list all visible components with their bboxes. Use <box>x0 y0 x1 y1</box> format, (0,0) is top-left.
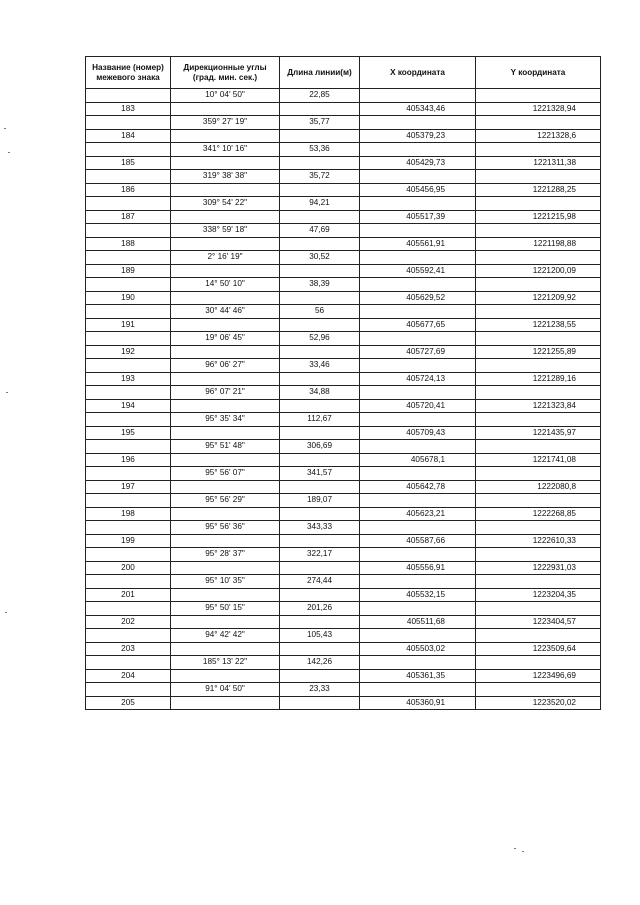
table-row <box>86 156 601 170</box>
cell-x-coordinate <box>360 521 476 535</box>
table-row <box>86 656 601 670</box>
cell-mark-name <box>86 548 171 562</box>
table-row <box>86 197 601 211</box>
cell-y-coordinate <box>476 683 601 697</box>
cell-y-coordinate: 1221198,88 <box>476 237 601 251</box>
table-row <box>86 629 601 643</box>
cell-x-coordinate <box>360 359 476 373</box>
cell-direction-angle <box>171 642 280 656</box>
cell-y-coordinate <box>476 116 601 130</box>
cell-mark-name <box>86 359 171 373</box>
header-y-coordinate: Y координата <box>476 57 601 89</box>
table-row <box>86 426 601 440</box>
cell-line-length: 105,43 <box>280 629 360 643</box>
cell-mark-name: 184 <box>86 129 171 143</box>
table-row <box>86 116 601 130</box>
cell-direction-angle: 91° 04' 50" <box>171 683 280 697</box>
cell-x-coordinate <box>360 386 476 400</box>
table-row <box>86 521 601 535</box>
cell-x-coordinate <box>360 116 476 130</box>
scan-speck <box>5 612 7 613</box>
cell-direction-angle <box>171 237 280 251</box>
cell-mark-name <box>86 494 171 508</box>
cell-y-coordinate: 1222610,33 <box>476 534 601 548</box>
cell-x-coordinate: 405592,41 <box>360 264 476 278</box>
cell-direction-angle <box>171 669 280 683</box>
cell-direction-angle <box>171 588 280 602</box>
cell-mark-name <box>86 521 171 535</box>
table-header <box>86 57 601 89</box>
cell-x-coordinate <box>360 494 476 508</box>
cell-line-length: 142,26 <box>280 656 360 670</box>
cell-mark-name <box>86 197 171 211</box>
boundary-marks-table <box>85 56 601 710</box>
cell-y-coordinate <box>476 170 601 184</box>
cell-mark-name <box>86 602 171 616</box>
cell-direction-angle <box>171 534 280 548</box>
cell-line-length: 22,85 <box>280 89 360 103</box>
cell-line-length <box>280 291 360 305</box>
cell-y-coordinate: 1223204,35 <box>476 588 601 602</box>
cell-line-length <box>280 102 360 116</box>
cell-mark-name <box>86 224 171 238</box>
cell-x-coordinate <box>360 602 476 616</box>
cell-y-coordinate <box>476 143 601 157</box>
cell-mark-name: 193 <box>86 372 171 386</box>
cell-x-coordinate: 405587,66 <box>360 534 476 548</box>
table-row <box>86 210 601 224</box>
cell-x-coordinate <box>360 548 476 562</box>
cell-direction-angle <box>171 507 280 521</box>
table-row <box>86 602 601 616</box>
table-row <box>86 359 601 373</box>
cell-x-coordinate: 405361,35 <box>360 669 476 683</box>
cell-direction-angle <box>171 615 280 629</box>
cell-direction-angle: 2° 16' 19" <box>171 251 280 265</box>
header-mark-name: Название (номер) межевого знака <box>86 57 171 89</box>
cell-line-length <box>280 507 360 521</box>
header-direction-angle: Дирекционные углы (град. мин. сек.) <box>171 57 280 89</box>
cell-mark-name: 196 <box>86 453 171 467</box>
table-row <box>86 345 601 359</box>
cell-x-coordinate <box>360 575 476 589</box>
cell-direction-angle: 30° 44' 46" <box>171 305 280 319</box>
cell-x-coordinate: 405379,23 <box>360 129 476 143</box>
cell-direction-angle <box>171 561 280 575</box>
cell-y-coordinate <box>476 224 601 238</box>
cell-direction-angle: 341° 10' 16" <box>171 143 280 157</box>
cell-y-coordinate <box>476 467 601 481</box>
cell-y-coordinate <box>476 413 601 427</box>
cell-x-coordinate: 405511,68 <box>360 615 476 629</box>
cell-mark-name <box>86 656 171 670</box>
cell-line-length: 52,96 <box>280 332 360 346</box>
cell-x-coordinate <box>360 629 476 643</box>
cell-mark-name: 189 <box>86 264 171 278</box>
cell-line-length: 23,33 <box>280 683 360 697</box>
cell-y-coordinate <box>476 386 601 400</box>
cell-x-coordinate <box>360 332 476 346</box>
cell-line-length <box>280 561 360 575</box>
cell-line-length: 343,33 <box>280 521 360 535</box>
cell-mark-name: 190 <box>86 291 171 305</box>
cell-mark-name: 191 <box>86 318 171 332</box>
cell-mark-name <box>86 575 171 589</box>
cell-direction-angle: 319° 38' 38" <box>171 170 280 184</box>
cell-mark-name: 183 <box>86 102 171 116</box>
cell-mark-name: 187 <box>86 210 171 224</box>
cell-direction-angle <box>171 696 280 710</box>
cell-line-length <box>280 642 360 656</box>
cell-y-coordinate <box>476 602 601 616</box>
cell-x-coordinate <box>360 656 476 670</box>
header-x-coordinate: X координата <box>360 57 476 89</box>
scan-speck <box>8 152 10 153</box>
cell-x-coordinate <box>360 170 476 184</box>
cell-direction-angle: 96° 06' 27" <box>171 359 280 373</box>
table-row <box>86 102 601 116</box>
cell-y-coordinate: 1223509,64 <box>476 642 601 656</box>
cell-y-coordinate: 1221238,55 <box>476 318 601 332</box>
cell-line-length <box>280 669 360 683</box>
cell-line-length: 47,69 <box>280 224 360 238</box>
cell-x-coordinate <box>360 224 476 238</box>
cell-y-coordinate: 1222080,8 <box>476 480 601 494</box>
cell-line-length: 35,72 <box>280 170 360 184</box>
cell-direction-angle: 96° 07' 21" <box>171 386 280 400</box>
cell-x-coordinate <box>360 440 476 454</box>
cell-line-length: 189,07 <box>280 494 360 508</box>
cell-mark-name <box>86 332 171 346</box>
cell-line-length <box>280 453 360 467</box>
cell-mark-name <box>86 143 171 157</box>
table-row <box>86 89 601 103</box>
cell-line-length: 30,52 <box>280 251 360 265</box>
cell-line-length <box>280 615 360 629</box>
scan-speck <box>514 848 516 849</box>
cell-line-length: 341,57 <box>280 467 360 481</box>
cell-y-coordinate: 1221435,97 <box>476 426 601 440</box>
cell-y-coordinate <box>476 521 601 535</box>
cell-x-coordinate <box>360 467 476 481</box>
cell-y-coordinate <box>476 440 601 454</box>
cell-mark-name: 192 <box>86 345 171 359</box>
cell-mark-name: 186 <box>86 183 171 197</box>
cell-direction-angle: 95° 56' 07" <box>171 467 280 481</box>
cell-direction-angle <box>171 264 280 278</box>
cell-x-coordinate <box>360 305 476 319</box>
cell-y-coordinate <box>476 548 601 562</box>
cell-y-coordinate: 1221323,84 <box>476 399 601 413</box>
cell-mark-name <box>86 305 171 319</box>
cell-line-length <box>280 129 360 143</box>
cell-x-coordinate <box>360 89 476 103</box>
cell-x-coordinate: 405623,21 <box>360 507 476 521</box>
cell-y-coordinate: 1221328,94 <box>476 102 601 116</box>
cell-mark-name: 203 <box>86 642 171 656</box>
cell-line-length <box>280 264 360 278</box>
cell-line-length <box>280 210 360 224</box>
cell-x-coordinate: 405677,65 <box>360 318 476 332</box>
cell-line-length: 306,69 <box>280 440 360 454</box>
cell-mark-name: 205 <box>86 696 171 710</box>
table-row <box>86 494 601 508</box>
cell-line-length <box>280 480 360 494</box>
cell-mark-name: 185 <box>86 156 171 170</box>
cell-x-coordinate: 405503,02 <box>360 642 476 656</box>
cell-x-coordinate <box>360 143 476 157</box>
cell-line-length: 274,44 <box>280 575 360 589</box>
cell-line-length: 38,39 <box>280 278 360 292</box>
table-row <box>86 170 601 184</box>
cell-direction-angle: 185° 13' 22" <box>171 656 280 670</box>
cell-direction-angle <box>171 210 280 224</box>
cell-y-coordinate: 1223496,69 <box>476 669 601 683</box>
cell-y-coordinate <box>476 278 601 292</box>
cell-x-coordinate: 405517,39 <box>360 210 476 224</box>
cell-y-coordinate: 1221289,16 <box>476 372 601 386</box>
cell-y-coordinate <box>476 251 601 265</box>
cell-x-coordinate: 405360,91 <box>360 696 476 710</box>
table-row <box>86 413 601 427</box>
cell-direction-angle <box>171 183 280 197</box>
cell-mark-name: 204 <box>86 669 171 683</box>
table-row <box>86 534 601 548</box>
cell-x-coordinate <box>360 251 476 265</box>
cell-direction-angle <box>171 372 280 386</box>
table-row <box>86 561 601 575</box>
table-row <box>86 278 601 292</box>
cell-mark-name <box>86 440 171 454</box>
cell-line-length <box>280 696 360 710</box>
table-row <box>86 480 601 494</box>
cell-mark-name: 195 <box>86 426 171 440</box>
cell-x-coordinate: 405343,46 <box>360 102 476 116</box>
cell-line-length <box>280 399 360 413</box>
cell-x-coordinate: 405720,41 <box>360 399 476 413</box>
cell-y-coordinate: 1221215,98 <box>476 210 601 224</box>
header-line-length: Длина линии(м) <box>280 57 360 89</box>
cell-mark-name <box>86 170 171 184</box>
cell-y-coordinate: 1221255,89 <box>476 345 601 359</box>
table-row <box>86 642 601 656</box>
cell-line-length: 35,77 <box>280 116 360 130</box>
cell-direction-angle <box>171 129 280 143</box>
cell-x-coordinate: 405556,91 <box>360 561 476 575</box>
cell-line-length: 53,36 <box>280 143 360 157</box>
cell-mark-name <box>86 89 171 103</box>
cell-mark-name: 194 <box>86 399 171 413</box>
cell-x-coordinate: 405561,91 <box>360 237 476 251</box>
cell-line-length <box>280 426 360 440</box>
cell-line-length <box>280 237 360 251</box>
cell-y-coordinate: 1222931,03 <box>476 561 601 575</box>
cell-y-coordinate: 1221311,38 <box>476 156 601 170</box>
cell-line-length: 322,17 <box>280 548 360 562</box>
cell-direction-angle: 95° 56' 29" <box>171 494 280 508</box>
table-row <box>86 453 601 467</box>
cell-line-length <box>280 156 360 170</box>
cell-direction-angle <box>171 426 280 440</box>
scan-speck <box>6 392 8 393</box>
table-row <box>86 372 601 386</box>
cell-x-coordinate: 405678,1 <box>360 453 476 467</box>
cell-direction-angle: 14° 50' 10" <box>171 278 280 292</box>
cell-direction-angle: 95° 56' 36" <box>171 521 280 535</box>
table-row <box>86 291 601 305</box>
cell-direction-angle <box>171 453 280 467</box>
cell-direction-angle: 309° 54' 22" <box>171 197 280 211</box>
cell-direction-angle <box>171 399 280 413</box>
table-row <box>86 237 601 251</box>
table-row <box>86 548 601 562</box>
cell-line-length: 94,21 <box>280 197 360 211</box>
cell-direction-angle: 95° 51' 48" <box>171 440 280 454</box>
cell-y-coordinate <box>476 332 601 346</box>
cell-mark-name <box>86 116 171 130</box>
cell-x-coordinate: 405709,43 <box>360 426 476 440</box>
cell-x-coordinate: 405642,78 <box>360 480 476 494</box>
cell-direction-angle: 95° 50' 15" <box>171 602 280 616</box>
cell-direction-angle <box>171 345 280 359</box>
cell-mark-name <box>86 467 171 481</box>
table-row <box>86 467 601 481</box>
cell-x-coordinate: 405456,95 <box>360 183 476 197</box>
cell-mark-name: 199 <box>86 534 171 548</box>
cell-y-coordinate: 1221200,09 <box>476 264 601 278</box>
cell-x-coordinate: 405629,52 <box>360 291 476 305</box>
scan-speck <box>4 128 6 129</box>
cell-line-length <box>280 372 360 386</box>
cell-y-coordinate: 1223520,02 <box>476 696 601 710</box>
cell-y-coordinate <box>476 629 601 643</box>
header-row <box>86 57 601 89</box>
table-row <box>86 264 601 278</box>
cell-x-coordinate: 405532,15 <box>360 588 476 602</box>
cell-mark-name: 200 <box>86 561 171 575</box>
table-row <box>86 143 601 157</box>
cell-y-coordinate: 1223404,57 <box>476 615 601 629</box>
cell-mark-name <box>86 251 171 265</box>
table-row <box>86 588 601 602</box>
cell-line-length: 34,88 <box>280 386 360 400</box>
cell-line-length <box>280 345 360 359</box>
cell-x-coordinate <box>360 683 476 697</box>
table-row <box>86 399 601 413</box>
cell-mark-name: 201 <box>86 588 171 602</box>
cell-y-coordinate <box>476 359 601 373</box>
cell-x-coordinate: 405727,69 <box>360 345 476 359</box>
cell-y-coordinate: 1221741,08 <box>476 453 601 467</box>
cell-direction-angle <box>171 318 280 332</box>
cell-x-coordinate: 405724,13 <box>360 372 476 386</box>
cell-y-coordinate <box>476 305 601 319</box>
cell-mark-name: 198 <box>86 507 171 521</box>
cell-line-length: 56 <box>280 305 360 319</box>
cell-mark-name: 202 <box>86 615 171 629</box>
cell-line-length: 201,26 <box>280 602 360 616</box>
table-row <box>86 129 601 143</box>
cell-direction-angle: 95° 10' 35" <box>171 575 280 589</box>
cell-x-coordinate <box>360 197 476 211</box>
table-row <box>86 696 601 710</box>
cell-y-coordinate <box>476 494 601 508</box>
table-row <box>86 224 601 238</box>
cell-x-coordinate <box>360 278 476 292</box>
cell-y-coordinate <box>476 656 601 670</box>
cell-mark-name: 188 <box>86 237 171 251</box>
table-row <box>86 683 601 697</box>
cell-line-length: 33,46 <box>280 359 360 373</box>
cell-direction-angle: 338° 59' 18" <box>171 224 280 238</box>
cell-direction-angle <box>171 102 280 116</box>
table-row <box>86 440 601 454</box>
table-body <box>86 89 601 710</box>
table-row <box>86 507 601 521</box>
cell-mark-name <box>86 413 171 427</box>
cell-mark-name <box>86 629 171 643</box>
cell-x-coordinate <box>360 413 476 427</box>
cell-mark-name <box>86 386 171 400</box>
cell-direction-angle <box>171 156 280 170</box>
cell-direction-angle: 95° 28' 37" <box>171 548 280 562</box>
cell-mark-name: 197 <box>86 480 171 494</box>
cell-line-length: 112,67 <box>280 413 360 427</box>
cell-y-coordinate <box>476 197 601 211</box>
cell-direction-angle: 19° 06' 45" <box>171 332 280 346</box>
table-row <box>86 183 601 197</box>
table-row <box>86 575 601 589</box>
table-row <box>86 615 601 629</box>
cell-mark-name <box>86 683 171 697</box>
cell-y-coordinate: 1221328,6 <box>476 129 601 143</box>
cell-y-coordinate: 1221288,25 <box>476 183 601 197</box>
cell-line-length <box>280 318 360 332</box>
cell-y-coordinate: 1221209,92 <box>476 291 601 305</box>
table-row <box>86 386 601 400</box>
scan-speck <box>522 851 524 852</box>
cell-direction-angle <box>171 291 280 305</box>
cell-y-coordinate <box>476 89 601 103</box>
cell-direction-angle <box>171 480 280 494</box>
cell-direction-angle: 10° 04' 50" <box>171 89 280 103</box>
table-row <box>86 332 601 346</box>
table-row <box>86 318 601 332</box>
cell-line-length <box>280 588 360 602</box>
cell-direction-angle: 94° 42' 42" <box>171 629 280 643</box>
cell-y-coordinate: 1222268,85 <box>476 507 601 521</box>
cell-x-coordinate: 405429,73 <box>360 156 476 170</box>
cell-direction-angle: 359° 27' 19" <box>171 116 280 130</box>
cell-direction-angle: 95° 35' 34" <box>171 413 280 427</box>
table-row <box>86 251 601 265</box>
table-row <box>86 669 601 683</box>
cell-line-length <box>280 183 360 197</box>
cell-line-length <box>280 534 360 548</box>
cell-mark-name <box>86 278 171 292</box>
table-row <box>86 305 601 319</box>
cell-y-coordinate <box>476 575 601 589</box>
